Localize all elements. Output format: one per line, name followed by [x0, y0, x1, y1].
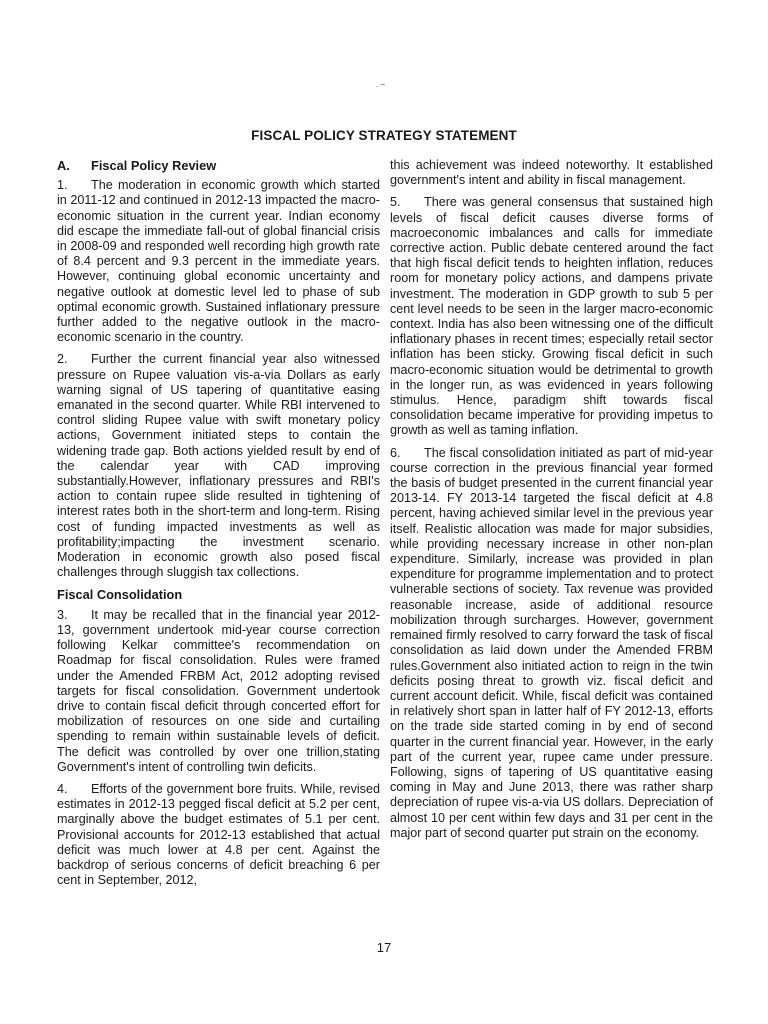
paragraph-number: 3.	[57, 607, 68, 622]
paragraph-5	[390, 195, 713, 438]
paragraph-number: 2.	[57, 352, 68, 367]
paragraph-1	[57, 178, 380, 345]
paragraph-number: 4.	[57, 781, 68, 796]
page-number: 17	[376, 940, 392, 955]
right-column	[390, 158, 713, 848]
paragraph-number: 6.	[390, 445, 401, 460]
paragraph-4	[57, 782, 380, 888]
paragraph-number: 5.	[390, 195, 401, 210]
top-mark: . –	[376, 80, 385, 89]
section-title: Fiscal Policy Review	[91, 158, 217, 173]
left-column	[57, 158, 380, 895]
section-heading-a	[57, 158, 380, 173]
section-letter: A.	[57, 158, 70, 173]
paragraph-3	[57, 608, 380, 775]
paragraph-text: It may be recalled that in the financial year 2012-13, government undertook mid-year course correction following Kelkar committee's recommendation on Roadmap for fiscal consolidation. Rules were framed under the Amended FRBM Act, 2012 adopting revised targets for fiscal consolidation. Government undertook drive to contain fiscal deficit through concerted effort for mobilization of resources on one side and curtailing spending to remain within sustainable levels of deficit. The deficit was controlled by over one trillion,stating Government's intent of controlling twin deficits.	[57, 607, 380, 774]
paragraph-6	[390, 446, 713, 841]
paragraph-number: 1.	[57, 178, 68, 193]
paragraph-text: The moderation in economic growth which started in 2011-12 and continued in 2012-13 impacted the macro-economic situation in the current year. Indian economy did escape the immediate fall-out of global financial crisis in 2008-09 and responded well recording high growth rate of 8.4 percent and 9.3 percent in the immediate years. However, continuing global economic uncertainty and negative outlook at domestic level led to phase of sub optimal economic growth. Sustained inflationary pressure further added to the negative outlook in the macro-economic scenario in the country.	[57, 178, 380, 345]
page-title: FISCAL POLICY STRATEGY STATEMENT	[251, 128, 517, 143]
paragraph-4-continued: this achievement was indeed noteworthy. It established government's intent and ability in fiscal management.	[390, 158, 713, 188]
paragraph-text: Efforts of the government bore fruits. While, revised estimates in 2012-13 pegged fiscal deficit at 5.2 per cent, marginally above the budget estimates of 5.1 per cent. Provisional accounts for 2012-13 established that actual deficit was much lower at 4.8 per cent. Against the backdrop of serious concerns of deficit breaching 6 per cent in September, 2012,	[57, 781, 380, 888]
fiscal-consolidation-heading: Fiscal Consolidation	[57, 587, 183, 603]
paragraph-text: There was general consensus that sustained high levels of fiscal deficit causes diverse forms of macroeconomic imbalances and calls for immediate corrective action. Public debate centered around the fact that high fiscal deficit tends to heighten inflation, reduces room for monetary policy actions, and dampens private investment. The moderation in GDP growth to sub 5 per cent level needs to be seen in the larger macro-economic context. India has also been witnessing one of the difficult inflationary phases in recent times; especially retail sector inflation has been sticky. Growing fiscal deficit in such macro-economic situation would be detrimental to growth in the longer run, as was evidenced in years following stimulus. Hence, paradigm shift towards fiscal consolidation became imperative for providing impetus to growth as well as taming inflation.	[390, 195, 713, 438]
paragraph-text: Further the current financial year also witnessed pressure on Rupee valuation vis-a-via Dollars as early warning signal of US tapering of quantitative easing emanated in the second quarter. While RBI intervened to control sliding Rupee value with swift monetary policy actions, Government initiated steps to contain the widening trade gap. Both actions yielded result by end of the calendar year with CAD improving substantially.However, inflationary pressures and RBI's action to contain rupee slide resulted in tightening of interest rates both in the short-term and long-term. Rising cost of funding impacted investments as well as profitability;impacting the investment scenario. Moderation in economic growth also posed fiscal challenges through sluggish tax collections.	[57, 352, 380, 580]
paragraph-text: The fiscal consolidation initiated as part of mid-year course correction in the previous financial year formed the basis of budget presented in the current financial year 2013-14. FY 2013-14 targeted the fiscal deficit at 4.8 percent, having achieved similar level in the previous year itself. Realistic allocation was made for major subsidies, while providing necessary increase in other non-plan expenditure. Similarly, increase was provided in plan expenditure for programme implementation and to protect vulnerable sections of society. Tax revenue was provided reasonable increase, aside of additional resource mobilization through surcharges. However, government remained firmly resolved to carry forward the task of fiscal consolidation as laid down under the Amended FRBM rules.Government also initiated action to reign in the twin deficits posing threat to growth viz. fiscal deficit and current account deficit. While, fiscal deficit was contained in relatively short span in latter half of FY 2012-13, efforts on the trade side started coming in by end of second quarter in the current financial year. However, in the early part of the current year, rupee came under pressure. Following, signs of tapering of US quantitative easing coming in May and June 2013, there was rather sharp depreciation of rupee vis-a-via US dollars. Depreciation of almost 10 per cent within few days and 31 per cent in the major part of second quarter put strain on the economy.	[390, 445, 713, 840]
paragraph-2	[57, 352, 380, 580]
